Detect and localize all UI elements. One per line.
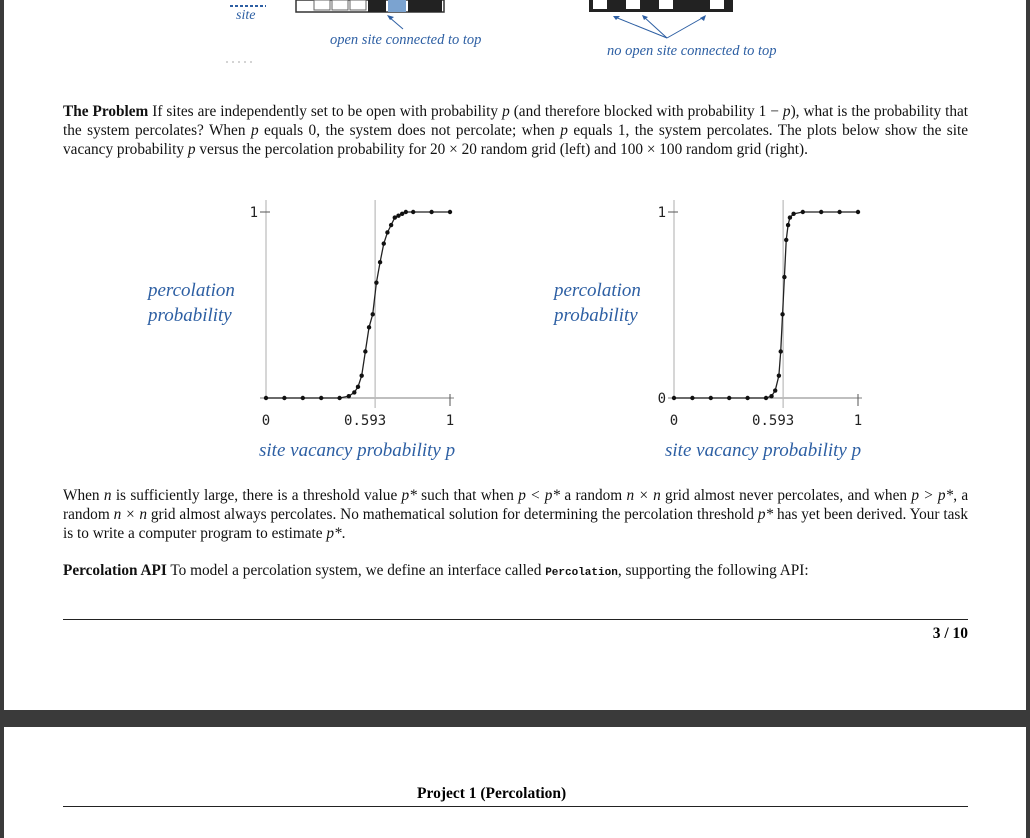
problem-text: grid (left) and 100 × 100 random grid (right). (531, 141, 808, 158)
threshold-text: . (341, 525, 346, 542)
data-point (337, 396, 341, 400)
data-point (727, 396, 731, 400)
data-point (374, 280, 378, 284)
threshold-text: When (63, 487, 100, 504)
threshold-text: grid almost never percolates, (665, 487, 844, 504)
data-point (786, 223, 790, 227)
x-tick-label: 1 (853, 413, 863, 429)
data-point (690, 396, 694, 400)
data-point (347, 394, 351, 398)
data-point (780, 312, 784, 316)
x-tick-label: 0.593 (344, 413, 387, 429)
var-p: p (560, 122, 568, 139)
data-point (672, 396, 676, 400)
chart-right-ylabel (554, 278, 641, 328)
chart-left (144, 196, 474, 471)
pdf-page-4 (4, 727, 1026, 838)
expr-p-lt-pstar: p < p* (518, 487, 561, 504)
data-point (411, 210, 415, 214)
var-p: p (250, 122, 259, 139)
chart-right (552, 196, 882, 471)
data-point (782, 275, 786, 279)
api-text: , supporting the following API: (617, 562, 809, 579)
top-figure (4, 0, 1026, 75)
data-point (764, 396, 768, 400)
data-point (856, 210, 860, 214)
problem-text: what is the probability that the system percolates? When (63, 103, 969, 139)
series-line (674, 212, 858, 398)
data-point (779, 349, 783, 353)
var-pstar: p* (326, 525, 342, 542)
data-point (404, 210, 408, 214)
threshold-text: has yet been derived. Your task is to write a computer program to estimate (63, 506, 969, 542)
data-point (788, 215, 792, 219)
data-point (819, 210, 823, 214)
footer-rule (63, 619, 968, 620)
api-paragraph (63, 561, 968, 583)
chart-left-ylabel-line1: percolation (148, 280, 235, 301)
var-n: n (103, 487, 112, 504)
api-code-percolation: Percolation (545, 567, 618, 579)
var-p: p (187, 141, 196, 158)
chart-left-svg (144, 196, 474, 471)
problem-text: system percolates. The plots below show the site vacancy probability (63, 122, 969, 158)
data-point (448, 210, 452, 214)
data-point (709, 396, 713, 400)
threshold-text: and when (847, 487, 908, 504)
data-point (363, 349, 367, 353)
x-tick-label: 1 (445, 413, 455, 429)
data-point (389, 223, 393, 227)
data-point (801, 210, 805, 214)
data-point (429, 210, 433, 214)
problem-text: ), (790, 103, 800, 120)
data-point (371, 312, 375, 316)
series-line (266, 212, 450, 398)
data-point (745, 396, 749, 400)
expr-nxn: n × n (113, 506, 148, 523)
threshold-paragraph (63, 486, 968, 543)
data-point (791, 212, 795, 216)
api-heading: Percolation API (63, 562, 167, 579)
data-point (773, 388, 777, 392)
var-p: p (502, 103, 510, 120)
page-number: 3 / 10 (932, 625, 968, 642)
x-tick-label: 0 (261, 413, 271, 429)
page-header-title: Project 1 (Percolation) (417, 785, 567, 802)
header-rule (63, 806, 968, 807)
data-point (282, 396, 286, 400)
data-point (319, 396, 323, 400)
chart-right-svg (552, 196, 882, 471)
data-point (769, 394, 773, 398)
threshold-text: threshold (696, 506, 754, 523)
data-point (385, 230, 389, 234)
label-open-site-connected: open site connected to top (330, 32, 482, 48)
api-text: To model a percolation system, we define an interface called (170, 562, 542, 579)
data-point (367, 325, 371, 329)
data-point (359, 373, 363, 377)
threshold-text: is sufficiently large, there is a threshold value (115, 487, 398, 504)
data-point (784, 238, 788, 242)
chart-right-ylabel-line1: percolation (554, 280, 641, 301)
expr-nxn: n × n (626, 487, 661, 504)
data-point (777, 373, 781, 377)
problem-text: versus the percolation probability for 20 × 20 random (199, 141, 528, 158)
data-point (356, 385, 360, 389)
data-point (264, 396, 268, 400)
problem-paragraph (63, 102, 968, 159)
data-point (301, 396, 305, 400)
chart-left-ylabel (148, 278, 235, 328)
data-point (382, 241, 386, 245)
chart-left-ylabel-line2: probability (148, 305, 232, 326)
data-point (378, 260, 382, 264)
label-no-open-site-connected: no open site connected to top (607, 43, 777, 59)
threshold-text: , a random (63, 487, 969, 523)
label-site: site (236, 8, 256, 23)
var-p: p (782, 103, 791, 120)
x-tick-label: 0 (669, 413, 679, 429)
problem-text: (and therefore blocked with probability 1 − (513, 103, 779, 120)
var-pstar: p* (401, 487, 417, 504)
problem-text: equals 0, the system does not percolate; when (264, 122, 555, 139)
y-tick-label: 1 (249, 205, 258, 221)
y-tick-label: 0 (657, 391, 666, 407)
data-point (837, 210, 841, 214)
chart-left-xlabel: site vacancy probability p (259, 440, 456, 461)
expr-p-gt-pstar: p > p* (911, 487, 954, 504)
var-pstar: p* (757, 506, 774, 523)
threshold-text: grid almost always percolates. No mathematical solution for determining the percolation (150, 506, 694, 523)
problem-text: equals 1, the (573, 122, 654, 139)
x-tick-label: 0.593 (752, 413, 795, 429)
problem-heading: The Problem (63, 103, 149, 120)
threshold-text: a random (564, 487, 623, 504)
pdf-page-3 (4, 0, 1026, 710)
y-tick-label: 1 (657, 205, 666, 221)
data-point (352, 390, 356, 394)
chart-right-xlabel: site vacancy probability p (665, 440, 862, 461)
threshold-text: such that when (421, 487, 514, 504)
chart-right-ylabel-line2: probability (554, 305, 638, 326)
problem-text: If sites are independently set to be open with probability (152, 103, 499, 120)
grid-illustration (4, 0, 1026, 75)
